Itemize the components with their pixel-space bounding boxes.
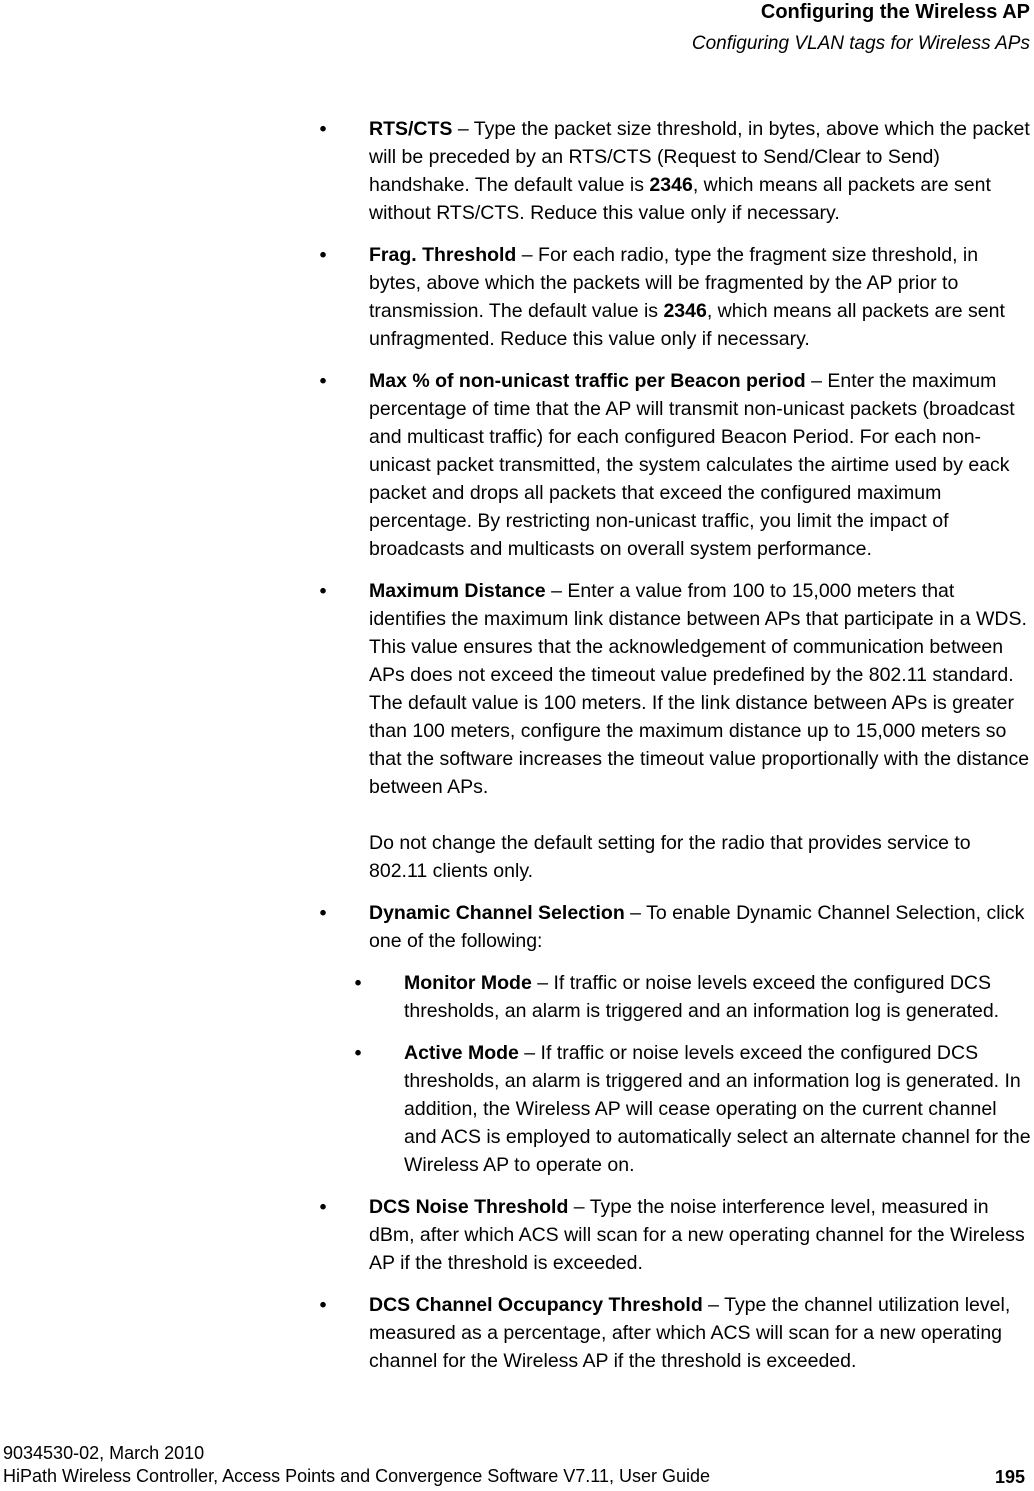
list-item-rts-cts <box>313 115 1033 227</box>
bullet-icon: • <box>319 1196 327 1218</box>
item-description: – For each radio, type the fragment size threshold, in bytes, above which the packets will be fragmented by the AP prior to transmission. The default value is <box>369 244 979 322</box>
item-text <box>369 115 1033 227</box>
term-frag-threshold: Frag. Threshold <box>369 244 517 266</box>
term-active-mode: Active Mode <box>404 1042 519 1064</box>
bullet-icon: • <box>319 244 327 266</box>
term-dcs-channel-occupancy: DCS Channel Occupancy Threshold <box>369 1294 703 1316</box>
footer-doc-number: 9034530-02, March 2010 <box>3 1443 205 1463</box>
item-description: – Type the packet size threshold, in bytes, above which the packet will be preceded by an RTS/CTS (Request to Send/Clear to Send) handshake. The default value is <box>369 118 1030 196</box>
item-text <box>369 241 1033 353</box>
term-rts-cts: RTS/CTS <box>369 118 453 140</box>
list-item-dynamic-channel-selection <box>313 899 1033 955</box>
item-description: – Enter a value from 100 to 15,000 meters that identifies the maximum link distance between APs that participate in a WDS. This value ensures that the acknowledgement of communication between APs does not exceed the timeout value predefined by the 802.11 standard. The default value is 100 meters. If the link distance between APs is greater than 100 meters, configure the maximum distance up to 15,000 meters so that the software increases the timeout value proportionally with the distance between APs. <box>369 580 1030 798</box>
footer <box>3 1442 710 1488</box>
footer-guide-title: HiPath Wireless Controller, Access Points and Convergence Software V7.11, User Guide <box>3 1466 711 1486</box>
list-item-dcs-channel-occupancy <box>313 1291 1033 1375</box>
list-item-frag-threshold <box>313 241 1033 353</box>
term-maximum-distance: Maximum Distance <box>369 580 546 602</box>
item-text <box>369 577 1033 801</box>
term-max-non-unicast: Max % of non-unicast traffic per Beacon period <box>369 370 806 392</box>
list-item-monitor-mode <box>313 969 1033 1025</box>
item-description: – To enable Dynamic Channel Selection, click one of the following: <box>369 902 1025 952</box>
item-description-tail: , which means all packets are sent without RTS/CTS. Reduce this value only if necessary. <box>369 174 991 224</box>
bullet-icon: • <box>354 972 362 994</box>
item-text <box>369 367 1033 563</box>
bullet-icon: • <box>354 1042 362 1064</box>
term-monitor-mode: Monitor Mode <box>404 972 532 994</box>
item-description: – Enter the maximum percentage of time that the AP will transmit non-unicast packets (broadcast and multicast traffic) for each configured Beacon Period. For each non-unicast packet transmitted, the system calculates the airtime used by eack packet and drops all packets that exceed the configured maximum percentage. By restricting non-unicast traffic, you limit the impact of broadcasts and multicasts on overall system performance. <box>369 370 1015 560</box>
item-text <box>369 1193 1033 1277</box>
item-description: – Type the channel utilization level, measured as a percentage, after which ACS will scan for a new operating channel for the Wireless AP if the threshold is exceeded. <box>369 1294 1011 1372</box>
bullet-icon: • <box>319 580 327 602</box>
bullet-icon: • <box>319 902 327 924</box>
term-dcs-noise-threshold: DCS Noise Threshold <box>369 1196 569 1218</box>
item-description: – Type the noise interference level, measured in dBm, after which ACS will scan for a new operating channel for the Wireless AP if the threshold is exceeded. <box>369 1196 1025 1274</box>
list-item-dcs-noise-threshold <box>313 1193 1033 1277</box>
running-header-title: Configuring the Wireless AP <box>760 1 1030 23</box>
item-description-tail: , which means all packets are sent unfragmented. Reduce this value only if necessary. <box>369 300 1005 350</box>
item-text <box>404 1039 1033 1179</box>
default-value: 2346 <box>663 300 707 322</box>
default-value: 2346 <box>649 174 693 196</box>
list-item-max-non-unicast <box>313 367 1033 563</box>
item-text <box>404 969 1033 1025</box>
bullet-icon: • <box>319 1294 327 1316</box>
document-body <box>313 115 1033 1389</box>
item-text <box>369 899 1033 955</box>
term-dynamic-channel-selection: Dynamic Channel Selection <box>369 902 625 924</box>
bullet-icon: • <box>319 118 327 140</box>
item-note: Do not change the default setting for the radio that provides service to 802.11 clients only. <box>369 832 971 882</box>
list-item-maximum-distance <box>313 577 1033 885</box>
item-description: – If traffic or noise levels exceed the configured DCS thresholds, an alarm is triggered and an information log is generated. <box>404 972 1000 1022</box>
running-header-subtitle: Configuring VLAN tags for Wireless APs <box>691 33 1030 54</box>
bullet-icon: • <box>319 370 327 392</box>
item-text <box>369 1291 1033 1375</box>
item-description: – If traffic or noise levels exceed the configured DCS thresholds, an alarm is triggered and an information log is generated. In addition, the Wireless AP will cease operating on the current channel and ACS is employed to automatically select an alternate channel for the Wireless AP to operate on. <box>404 1042 1031 1176</box>
list-item-active-mode <box>313 1039 1033 1179</box>
page-number: 195 <box>994 1467 1025 1487</box>
